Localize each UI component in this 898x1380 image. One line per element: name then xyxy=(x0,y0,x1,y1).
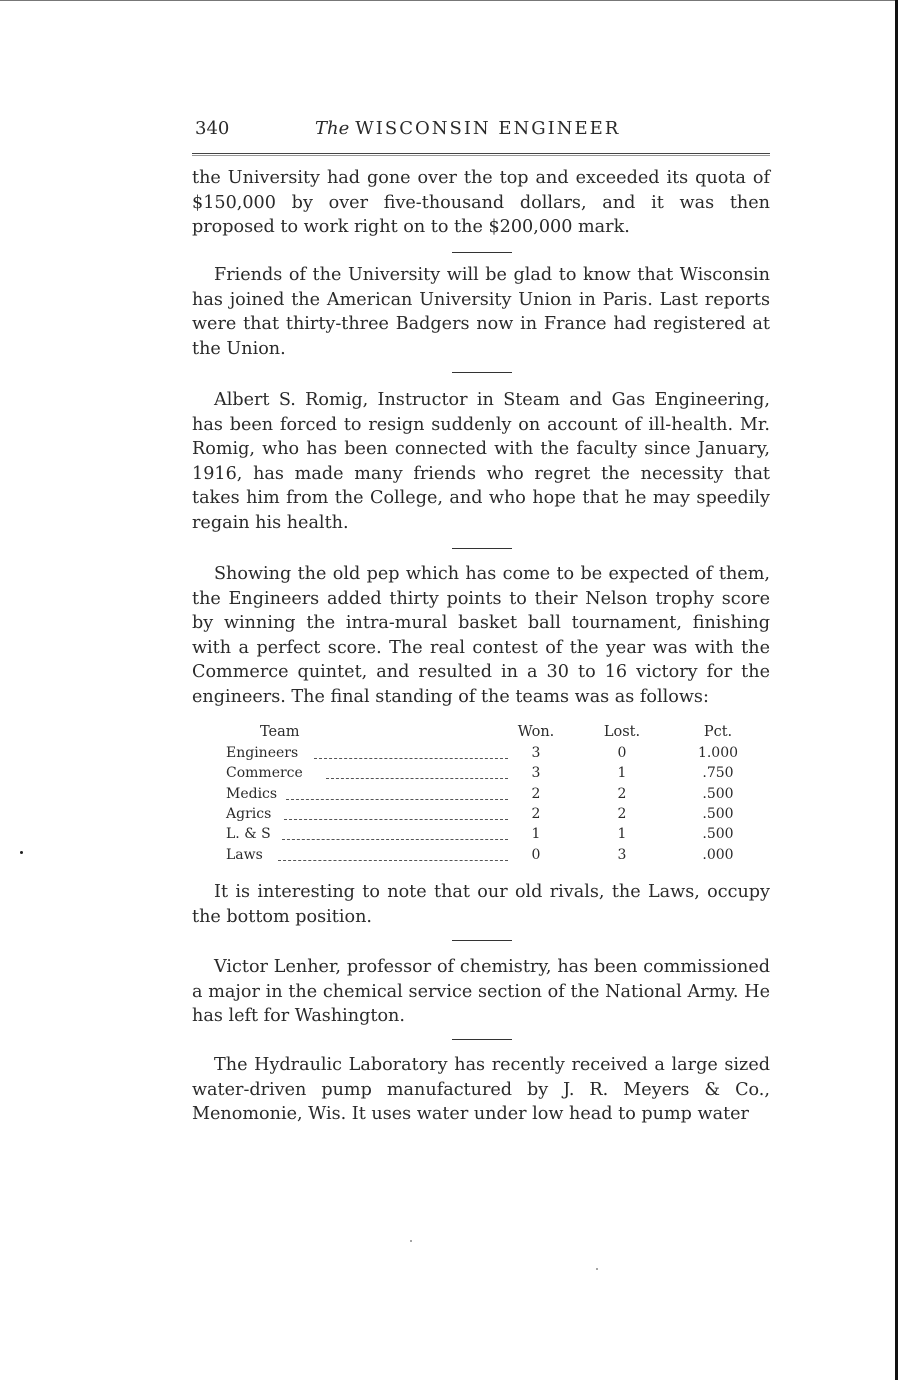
page-number: 340 xyxy=(195,118,230,139)
dot-leader xyxy=(326,765,508,779)
header-rule xyxy=(192,153,770,156)
dot-leader xyxy=(314,745,508,759)
dot-leader xyxy=(284,806,508,820)
won-value: 2 xyxy=(531,786,541,802)
table-row xyxy=(226,786,746,806)
won-value: 3 xyxy=(531,745,541,761)
paragraph-basketball: Showing the old pep which has come to be expected of them, the Engineers added thirty points to their Nelson trophy score by winning the intra-mural basket ball tournament, finishing with a perfect score. The real contest of the year was with the Commerce quintet, and resulted in a 30 to 16 victory for the engineers. The final standing of the teams was as follows: xyxy=(192,564,770,707)
pct-value: .750 xyxy=(702,765,734,781)
lost-value: 1 xyxy=(617,765,627,781)
section-divider xyxy=(452,252,512,253)
paragraph-university-union: Friends of the University will be glad to know that Wisconsin has joined the American University Union in Paris. Last reports were that thirty-three Badgers now in France had registered at the Union. xyxy=(192,265,770,359)
team-name: Engineers xyxy=(226,745,299,761)
table-row xyxy=(226,806,746,826)
team-name: Commerce xyxy=(226,765,303,781)
won-value: 2 xyxy=(531,806,541,822)
section-divider xyxy=(452,548,512,549)
lost-value: 2 xyxy=(617,786,627,802)
table-row xyxy=(226,826,746,846)
lost-value: 2 xyxy=(617,806,627,822)
dot-leader xyxy=(278,847,508,861)
pct-value: .000 xyxy=(702,847,734,863)
pct-value: 1.000 xyxy=(697,745,739,761)
section-divider xyxy=(452,940,512,941)
paragraph-lenher: Victor Lenher, professor of chemistry, has been commissioned a major in the chemical service section of the National Army. He has left for Washington. xyxy=(192,957,770,1026)
pct-value: .500 xyxy=(702,786,734,802)
table-row xyxy=(226,745,746,765)
team-name: Medics xyxy=(226,786,278,802)
won-value: 3 xyxy=(531,765,541,781)
scan-top-edge xyxy=(0,0,898,1)
header-lost: Lost. xyxy=(603,724,641,740)
lost-value: 0 xyxy=(617,745,627,761)
running-header xyxy=(195,118,775,148)
lost-value: 1 xyxy=(617,826,627,842)
table-row xyxy=(226,765,746,785)
journal-title xyxy=(315,118,620,139)
dot-leader xyxy=(282,826,508,840)
scan-speck xyxy=(20,851,23,854)
pct-value: .500 xyxy=(702,806,734,822)
scan-speck xyxy=(410,1240,412,1242)
team-name: Agrics xyxy=(226,806,272,822)
paragraph-romig: Albert S. Romig, Instructor in Steam and Gas Engineering, has been forced to resign suddenly on account of ill-health. Mr. Romig, who has been connected with the faculty since January, 1916, has made many friends who regret the necessity that takes him from the College, and who hope that he may speedily regain his health. xyxy=(192,390,770,533)
scan-speck xyxy=(596,1268,598,1270)
won-value: 0 xyxy=(531,847,541,863)
section-divider xyxy=(452,1039,512,1040)
header-won: Won. xyxy=(517,724,555,740)
paragraph-hydraulic-lab: The Hydraulic Laboratory has recently received a large sized water-driven pump manufactured by J. R. Meyers & Co., Menomonie, Wis. It uses water under low head to pump water xyxy=(192,1055,770,1124)
won-value: 1 xyxy=(531,826,541,842)
section-divider xyxy=(452,372,512,373)
paragraph-quota: the University had gone over the top and exceeded its quota of $150,000 by over five-thousand dollars, and it was then proposed to work right on to the $200,000 mark. xyxy=(192,168,770,237)
table-row xyxy=(226,847,746,867)
lost-value: 3 xyxy=(617,847,627,863)
dot-leader xyxy=(286,786,508,800)
header-team: Team xyxy=(260,724,300,740)
team-name: Laws xyxy=(226,847,263,863)
team-name: L. & S xyxy=(226,826,271,842)
journal-title-name: WISCONSIN ENGINEER xyxy=(355,118,621,139)
pct-value: .500 xyxy=(702,826,734,842)
paragraph-laws-rivals: It is interesting to note that our old rivals, the Laws, occupy the bottom position. xyxy=(192,882,770,927)
header-pct: Pct. xyxy=(703,724,733,740)
standings-header-row xyxy=(226,724,746,744)
journal-title-prefix: The xyxy=(315,118,350,139)
